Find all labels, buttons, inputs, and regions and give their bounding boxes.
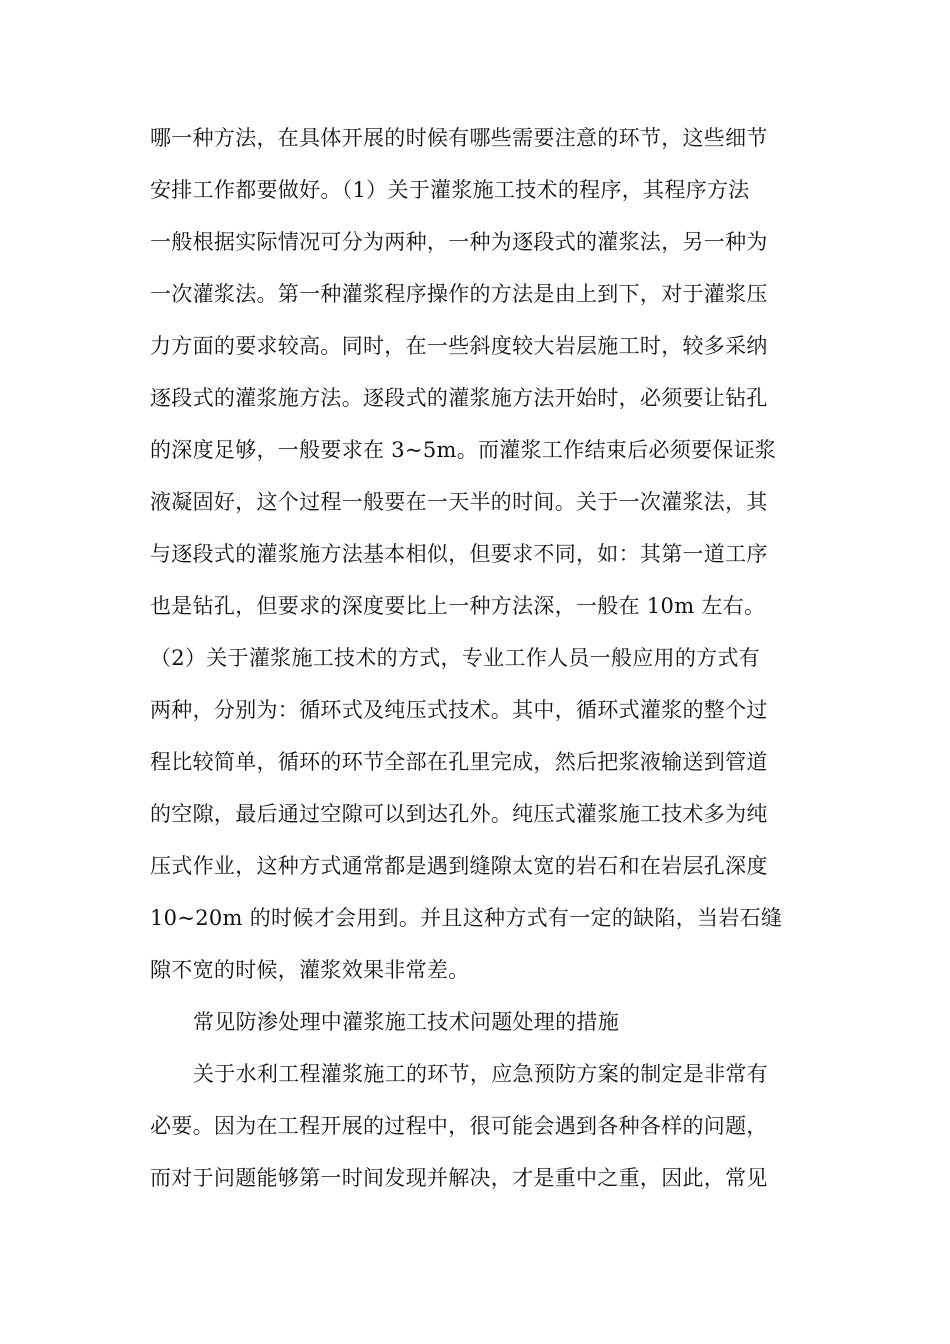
body-text-line: 而对于问题能够第一时间发现并解决，才是重中之重，因此，常见: [150, 1166, 768, 1190]
body-text-line: 逐段式的灌浆施方法。逐段式的灌浆施方法开始时，必须要让钻孔: [150, 386, 768, 410]
body-text-line: 液凝固好，这个过程一般要在一天半的时间。关于一次灌浆法，其: [150, 490, 768, 514]
section-heading: 常见防渗处理中灌浆施工技术问题处理的措施: [193, 1010, 619, 1034]
body-text-line: 与逐段式的灌浆施方法基本相似，但要求不同，如：其第一道工序: [150, 542, 768, 566]
body-text-line: 哪一种方法，在具体开展的时候有哪些需要注意的环节，这些细节: [150, 126, 768, 150]
body-text-line: 两种，分别为：循环式及纯压式技术。其中，循环式灌浆的整个过: [150, 698, 768, 722]
body-text-line: 关于水利工程灌浆施工的环节，应急预防方案的制定是非常有: [193, 1062, 769, 1086]
body-text-line: 的深度足够，一般要求在 3~5m。而灌浆工作结束后必须要保证浆: [150, 438, 777, 462]
body-text-line: 一次灌浆法。第一种灌浆程序操作的方法是由上到下，对于灌浆压: [150, 282, 768, 306]
body-text-line: 程比较简单，循环的环节全部在孔里完成，然后把浆液输送到管道: [150, 750, 768, 774]
body-text-line: 10~20m 的时候才会用到。并且这种方式有一定的缺陷，当岩石缝: [150, 906, 783, 930]
body-text-line: 的空隙，最后通过空隙可以到达孔外。纯压式灌浆施工技术多为纯: [150, 802, 768, 826]
body-text-line: 一般根据实际情况可分为两种，一种为逐段式的灌浆法，另一种为: [150, 230, 768, 254]
body-text-line: 压式作业，这种方式通常都是遇到缝隙太宽的岩石和在岩层孔深度: [150, 854, 768, 878]
body-text-line: （2）关于灌浆施工技术的方式，专业工作人员一般应用的方式有: [150, 646, 761, 670]
body-text-line: 也是钻孔，但要求的深度要比上一种方法深，一般在 10m 左右。: [150, 594, 766, 618]
body-text-line: 力方面的要求较高。同时，在一些斜度较大岩层施工时，较多采纳: [150, 334, 768, 358]
body-text-line: 安排工作都要做好。（1）关于灌浆施工技术的程序，其程序方法: [150, 178, 750, 202]
body-text-line: 必要。因为在工程开展的过程中，很可能会遇到各种各样的问题，: [150, 1114, 768, 1138]
body-text-line: 隙不宽的时候，灌浆效果非常差。: [150, 958, 470, 982]
